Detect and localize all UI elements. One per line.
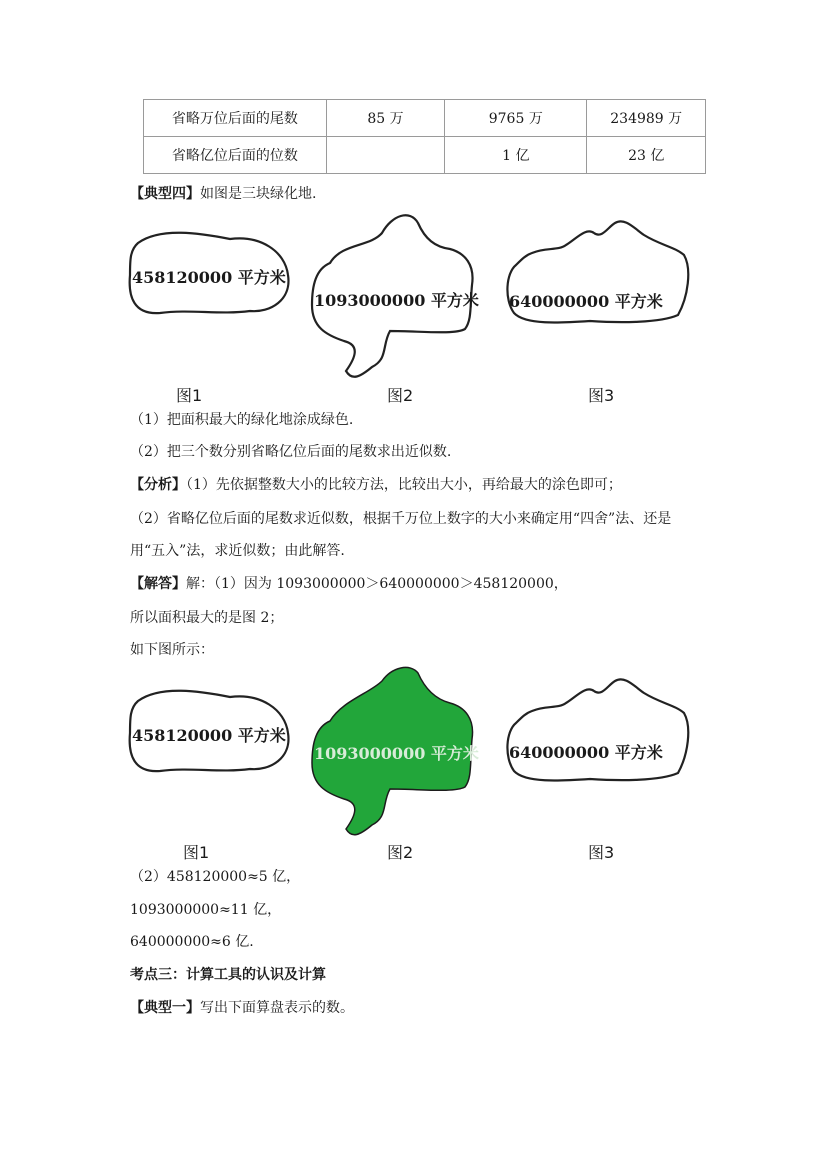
table-cell: 1 亿 (445, 137, 587, 174)
analysis-p2a: （2）省略亿位后面的尾数求近似数，根据千万位上数字的大小来确定用“四舍”法、还是 (130, 511, 672, 527)
solution-line3: 如下图所示： (130, 642, 214, 658)
analysis-text-1: （1）先依据整数大小的比较方法，比较出大小，再给最大的涂色即可； (186, 477, 622, 493)
blob-fig3 (507, 679, 688, 780)
answer-line-3: 640000000≈6 亿. (130, 934, 254, 950)
typical1-heading (130, 998, 354, 1018)
solution-line2: 所以面积最大的是图 2； (130, 610, 284, 626)
caption-fig3: 图3 (588, 843, 615, 862)
section3-title: 考点三：计算工具的认识及计算 (130, 967, 326, 983)
caption-fig2: 图2 (387, 843, 414, 862)
table-cell: 省略万位后面的尾数 (144, 100, 327, 137)
fig1-area-label: 458120000 平方米 (132, 726, 286, 745)
fig2-area-label-on-green: 1093000000 平方米 (314, 744, 479, 763)
table-cell (326, 137, 444, 174)
answer-line-1: （2）458120000≈5 亿， (130, 869, 301, 885)
solution-label: 【解答】 (130, 576, 186, 592)
question-1: （1）把面积最大的绿化地涂成绿色. (130, 412, 354, 428)
caption-fig2: 图2 (387, 386, 414, 405)
figure-group-answer (120, 663, 700, 863)
figure-group-question (120, 205, 700, 405)
analysis-p2b: 用“五入”法，求近似数；由此解答. (130, 543, 345, 559)
typical1-label: 【典型一】 (130, 1000, 200, 1016)
solution-text-1: 解：（1）因为 1093000000＞640000000＞458120000， (186, 576, 568, 592)
table-cell: 234989 万 (587, 100, 706, 137)
analysis-label: 【分析】 (130, 477, 186, 493)
answer-line-2: 1093000000≈11 亿， (130, 902, 282, 918)
solution-line1 (130, 574, 568, 594)
fig2-area-label: 1093000000 平方米 (314, 291, 479, 310)
typical4-label: 【典型四】 (130, 186, 200, 202)
fig3-area-label: 640000000 平方米 (509, 743, 663, 762)
table-cell: 85 万 (326, 100, 444, 137)
fig3-area-label: 640000000 平方米 (509, 292, 663, 311)
typical4-text: 如图是三块绿化地. (200, 186, 317, 202)
caption-fig3: 图3 (588, 386, 615, 405)
question-2: （2）把三个数分别省略亿位后面的尾数求出近似数. (130, 444, 452, 460)
table-cell: 省略亿位后面的位数 (144, 137, 327, 174)
fig1-area-label: 458120000 平方米 (132, 268, 286, 287)
typical1-text: 写出下面算盘表示的数。 (200, 1000, 354, 1016)
table-cell: 9765 万 (445, 100, 587, 137)
typical4-heading (130, 184, 316, 204)
analysis-p1 (130, 475, 622, 495)
table-cell: 23 亿 (587, 137, 706, 174)
table-row (144, 100, 706, 137)
caption-fig1: 图1 (176, 386, 203, 405)
caption-fig1: 图1 (183, 843, 210, 862)
rounding-table (143, 99, 706, 174)
table-row (144, 137, 706, 174)
